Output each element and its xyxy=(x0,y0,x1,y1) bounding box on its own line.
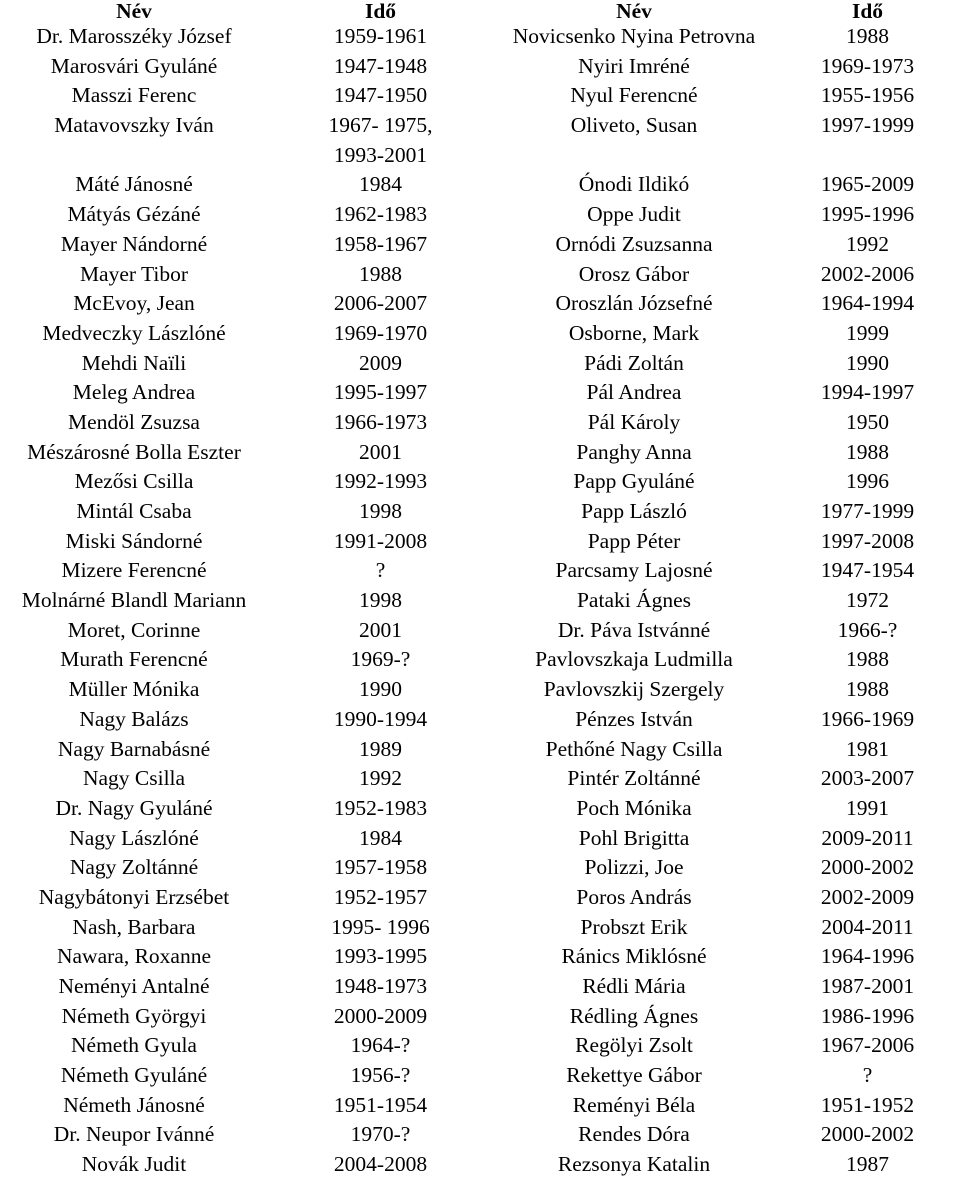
left-time-cell: 1952-1983 xyxy=(333,795,428,820)
left-time-cell: 1969-1970 xyxy=(333,320,428,345)
right-time-cell: 1997-1999 xyxy=(820,113,915,138)
right-name-cell: Rédli Mária xyxy=(582,974,686,999)
table-row xyxy=(0,853,960,883)
right-name-cell: Pál Andrea xyxy=(586,380,682,405)
left-name-cell: Nagy Lászlóné xyxy=(69,825,199,850)
left-name-cell: Miski Sándorné xyxy=(65,528,203,553)
left-name-cell: Németh Jánosné xyxy=(63,1092,205,1117)
table-row xyxy=(0,824,960,854)
right-name-cell: Parcsamy Lajosné xyxy=(555,558,713,583)
right-name-cell: Ránics Miklósné xyxy=(561,944,707,969)
left-name-cell: Mátyás Gézáné xyxy=(67,202,201,227)
left-time-cell: 1962-1983 xyxy=(333,202,428,227)
right-name-cell: Pénzes István xyxy=(575,706,693,731)
left-name-cell: Nagybátonyi Erzsébet xyxy=(38,884,230,909)
right-name-cell: Oppe Judit xyxy=(587,202,681,227)
left-name-cell: Németh Györgyi xyxy=(61,1003,207,1028)
right-time-cell: 1972 xyxy=(846,588,889,613)
left-name-cell: Máté Jánosné xyxy=(75,172,193,197)
right-time-cell: 1992 xyxy=(846,231,889,256)
left-time-cell: 1958-1967 xyxy=(333,231,428,256)
table-row xyxy=(0,200,960,230)
left-name-cell: Németh Gyula xyxy=(71,1033,197,1058)
table-row xyxy=(0,913,960,943)
left-time-cell: 1947-1948 xyxy=(333,53,428,78)
right-time-cell: 1981 xyxy=(846,736,889,761)
right-time-cell: ? xyxy=(862,1063,873,1088)
table-row xyxy=(0,408,960,438)
table-row xyxy=(0,675,960,705)
left-time-cell: 1995- 1996 xyxy=(331,914,430,939)
left-time-cell: 1959-1961 xyxy=(333,24,428,48)
left-name-cell: Mendöl Zsuzsa xyxy=(68,409,200,434)
left-name-cell: Nagy Csilla xyxy=(82,766,186,791)
table-row xyxy=(0,972,960,1002)
table-row xyxy=(0,378,960,408)
left-name-cell: Molnárné Blandl Mariann xyxy=(21,588,247,613)
left-time-cell: 2001 xyxy=(359,617,402,642)
right-time-cell: 1988 xyxy=(846,677,889,702)
table-row xyxy=(0,1150,960,1180)
left-name-cell: Müller Mónika xyxy=(68,677,200,702)
left-name-cell: Nawara, Roxanne xyxy=(56,944,212,969)
left-name-cell: Mayer Tibor xyxy=(79,261,189,286)
right-name-cell: Poros András xyxy=(576,884,692,909)
right-name-cell: Nyul Ferencné xyxy=(570,83,698,108)
table-row xyxy=(0,794,960,824)
table-row xyxy=(0,467,960,497)
right-name-cell: Oroszlán Józsefné xyxy=(555,291,713,316)
left-name-cell: McEvoy, Jean xyxy=(73,291,195,316)
left-time-cell: 1990 xyxy=(359,677,402,702)
left-name-cell: Nash, Barbara xyxy=(72,914,196,939)
right-name-cell: Pavlovszkij Szergely xyxy=(543,677,725,702)
left-time-cell: 1992-1993 xyxy=(333,469,428,494)
left-name-cell: Mezősi Csilla xyxy=(74,469,194,494)
right-time-cell: 1967-2006 xyxy=(820,1033,915,1058)
table-row xyxy=(0,1091,960,1121)
table-row xyxy=(0,645,960,675)
right-name-cell: Ónodi Ildikó xyxy=(578,172,690,197)
left-time-cell: 1998 xyxy=(359,499,402,524)
right-time-cell: 1994-1997 xyxy=(820,380,915,405)
left-time-cell: 1995-1997 xyxy=(333,380,428,405)
left-name-cell: Mizere Ferencné xyxy=(61,558,207,583)
right-time-cell: 2000-2002 xyxy=(820,1122,915,1147)
table-row xyxy=(0,81,960,111)
left-name-cell: Dr. Marosszéky József xyxy=(36,24,232,48)
right-time-cell: 1986-1996 xyxy=(820,1003,915,1028)
left-name-cell: Németh Gyuláné xyxy=(60,1063,208,1088)
left-time-cell: 1984 xyxy=(359,172,402,197)
table-row xyxy=(0,22,960,52)
left-time-line-1: 1967- 1975, xyxy=(328,113,433,138)
left-time-cell: 1990-1994 xyxy=(333,706,428,731)
right-time-cell: 1995-1996 xyxy=(820,202,915,227)
table-row xyxy=(0,883,960,913)
left-time-cell: ? xyxy=(375,558,386,583)
right-time-cell: 1996 xyxy=(846,469,889,494)
right-time-cell: 1969-1973 xyxy=(820,53,915,78)
right-name-cell: Polizzi, Joe xyxy=(584,855,684,880)
right-time-cell: 1977-1999 xyxy=(820,499,915,524)
table-row xyxy=(0,349,960,379)
right-name-cell: Pádi Zoltán xyxy=(584,350,684,375)
table-row xyxy=(0,438,960,468)
left-name-cell: Matavovszky Iván xyxy=(54,113,214,138)
left-time-line-2: 1993-2001 xyxy=(333,142,428,167)
left-time-cell: 1989 xyxy=(359,736,402,761)
table-row xyxy=(0,497,960,527)
table-row xyxy=(0,705,960,735)
right-name-cell: Pethőné Nagy Csilla xyxy=(545,736,723,761)
table-row xyxy=(0,616,960,646)
left-time-cell xyxy=(268,111,493,170)
left-time-cell: 1969-? xyxy=(350,647,411,672)
left-time-cell: 1998 xyxy=(359,588,402,613)
left-name-cell: Murath Ferencné xyxy=(60,647,208,672)
right-name-cell: Oliveto, Susan xyxy=(570,113,698,138)
right-time-cell: 1964-1996 xyxy=(820,944,915,969)
right-time-cell: 1999 xyxy=(846,320,889,345)
right-time-cell: 1947-1954 xyxy=(820,558,915,583)
left-time-cell: 1993-1995 xyxy=(333,944,428,969)
right-name-cell: Papp Péter xyxy=(587,528,681,553)
right-name-cell: Rédling Ágnes xyxy=(569,1003,699,1028)
table-row xyxy=(0,170,960,200)
table-row xyxy=(0,319,960,349)
right-name-cell: Pavlovszkaja Ludmilla xyxy=(535,647,733,672)
left-name-cell: Nagy Barnabásné xyxy=(57,736,211,761)
right-name-cell: Osborne, Mark xyxy=(568,320,700,345)
right-time-cell: 1988 xyxy=(846,24,889,48)
header-left-name: Név xyxy=(116,0,152,23)
right-name-cell: Probszt Erik xyxy=(580,914,688,939)
left-name-cell: Novák Judit xyxy=(81,1152,187,1177)
table-row xyxy=(0,1002,960,1032)
table-row xyxy=(0,111,960,170)
right-time-cell: 2000-2002 xyxy=(820,855,915,880)
right-time-cell: 1988 xyxy=(846,647,889,672)
left-time-cell: 1956-? xyxy=(350,1063,411,1088)
left-name-cell: Dr. Neupor Ivánné xyxy=(53,1122,215,1147)
right-name-cell: Papp László xyxy=(581,499,687,524)
right-name-cell: Novicsenko Nyina Petrovna xyxy=(512,24,756,48)
right-time-cell: 1988 xyxy=(846,439,889,464)
left-name-cell: Medveczky Lászlóné xyxy=(42,320,226,345)
table-row xyxy=(0,764,960,794)
right-time-cell: 1997-2008 xyxy=(820,528,915,553)
right-time-cell: 2003-2007 xyxy=(820,766,915,791)
header-right-time: Idő xyxy=(851,0,884,23)
table-row xyxy=(0,52,960,82)
left-time-cell: 1964-? xyxy=(350,1033,411,1058)
right-name-cell: Pohl Brigitta xyxy=(578,825,690,850)
table-row xyxy=(0,735,960,765)
right-name-cell: Orosz Gábor xyxy=(578,261,690,286)
left-name-cell: Dr. Nagy Gyuláné xyxy=(55,795,213,820)
right-name-cell: Dr. Páva Istvánné xyxy=(557,617,711,642)
right-time-cell: 1991 xyxy=(846,795,889,820)
right-name-cell: Papp Gyuláné xyxy=(573,469,695,494)
right-time-cell: 2004-2011 xyxy=(821,914,914,939)
left-time-cell: 2009 xyxy=(359,350,402,375)
left-time-cell: 1988 xyxy=(359,261,402,286)
left-time-cell: 1991-2008 xyxy=(333,528,428,553)
left-time-cell: 2000-2009 xyxy=(333,1003,428,1028)
table-header-row xyxy=(0,0,960,22)
right-name-cell: Pintér Zoltánné xyxy=(567,766,701,791)
left-time-cell: 2004-2008 xyxy=(333,1152,428,1177)
left-time-cell: 2001 xyxy=(359,439,402,464)
left-time-cell: 1951-1954 xyxy=(333,1092,428,1117)
left-time-cell: 1952-1957 xyxy=(333,884,428,909)
right-time-cell: 1950 xyxy=(846,409,889,434)
left-time-cell: 2006-2007 xyxy=(333,291,428,316)
left-name-cell: Marosvári Gyuláné xyxy=(50,53,218,78)
right-name-cell: Rekettye Gábor xyxy=(566,1063,702,1088)
right-name-cell: Rezsonya Katalin xyxy=(557,1152,711,1177)
right-name-cell: Pál Károly xyxy=(587,409,681,434)
left-name-cell: Neményi Antalné xyxy=(58,974,210,999)
right-name-cell: Ornódi Zsuzsanna xyxy=(555,231,713,256)
right-name-cell: Regölyi Zsolt xyxy=(575,1033,693,1058)
left-name-cell: Masszi Ferenc xyxy=(71,83,197,108)
left-time-cell: 1966-1973 xyxy=(333,409,428,434)
table-row xyxy=(0,586,960,616)
left-name-cell: Moret, Corinne xyxy=(67,617,201,642)
right-time-cell: 1965-2009 xyxy=(820,172,915,197)
table-row xyxy=(0,1120,960,1150)
left-time-cell: 1970-? xyxy=(350,1122,411,1147)
table-row xyxy=(0,1031,960,1061)
right-time-cell: 1990 xyxy=(846,350,889,375)
left-time-cell: 1957-1958 xyxy=(333,855,428,880)
left-name-cell: Meleg Andrea xyxy=(72,380,196,405)
right-name-cell: Reményi Béla xyxy=(572,1092,696,1117)
right-time-cell: 2002-2009 xyxy=(820,884,915,909)
left-time-cell: 1948-1973 xyxy=(333,974,428,999)
left-name-cell: Mintál Csaba xyxy=(76,499,192,524)
right-name-cell: Poch Mónika xyxy=(576,795,692,820)
right-time-cell: 1964-1994 xyxy=(820,291,915,316)
table-row xyxy=(0,556,960,586)
table-body xyxy=(0,22,960,1180)
table-row xyxy=(0,289,960,319)
right-time-cell: 1987 xyxy=(846,1152,889,1177)
right-time-cell: 1966-? xyxy=(837,617,898,642)
right-time-cell: 2002-2006 xyxy=(820,261,915,286)
left-time-cell: 1992 xyxy=(359,766,402,791)
table-row xyxy=(0,527,960,557)
table-row xyxy=(0,1061,960,1091)
right-time-cell: 1966-1969 xyxy=(820,706,915,731)
table-row xyxy=(0,230,960,260)
right-time-cell: 1951-1952 xyxy=(820,1092,915,1117)
left-time-cell: 1947-1950 xyxy=(333,83,428,108)
right-name-cell: Panghy Anna xyxy=(576,439,692,464)
left-name-cell: Mészárosné Bolla Eszter xyxy=(27,439,241,464)
left-name-cell: Mayer Nándorné xyxy=(60,231,208,256)
right-time-cell: 1987-2001 xyxy=(820,974,915,999)
header-right-name: Név xyxy=(616,0,652,23)
right-name-cell: Pataki Ágnes xyxy=(576,588,692,613)
right-name-cell: Rendes Dóra xyxy=(578,1122,690,1147)
table-row xyxy=(0,942,960,972)
left-name-cell: Nagy Balázs xyxy=(79,706,189,731)
right-name-cell: Nyiri Imréné xyxy=(578,53,690,78)
left-name-cell: Mehdi Naïli xyxy=(81,350,187,375)
left-name-cell: Nagy Zoltánné xyxy=(69,855,199,880)
table-row xyxy=(0,260,960,290)
right-time-cell: 2009-2011 xyxy=(821,825,914,850)
header-left-time: Idő xyxy=(364,0,397,23)
right-time-cell: 1955-1956 xyxy=(820,83,915,108)
left-time-cell: 1984 xyxy=(359,825,402,850)
